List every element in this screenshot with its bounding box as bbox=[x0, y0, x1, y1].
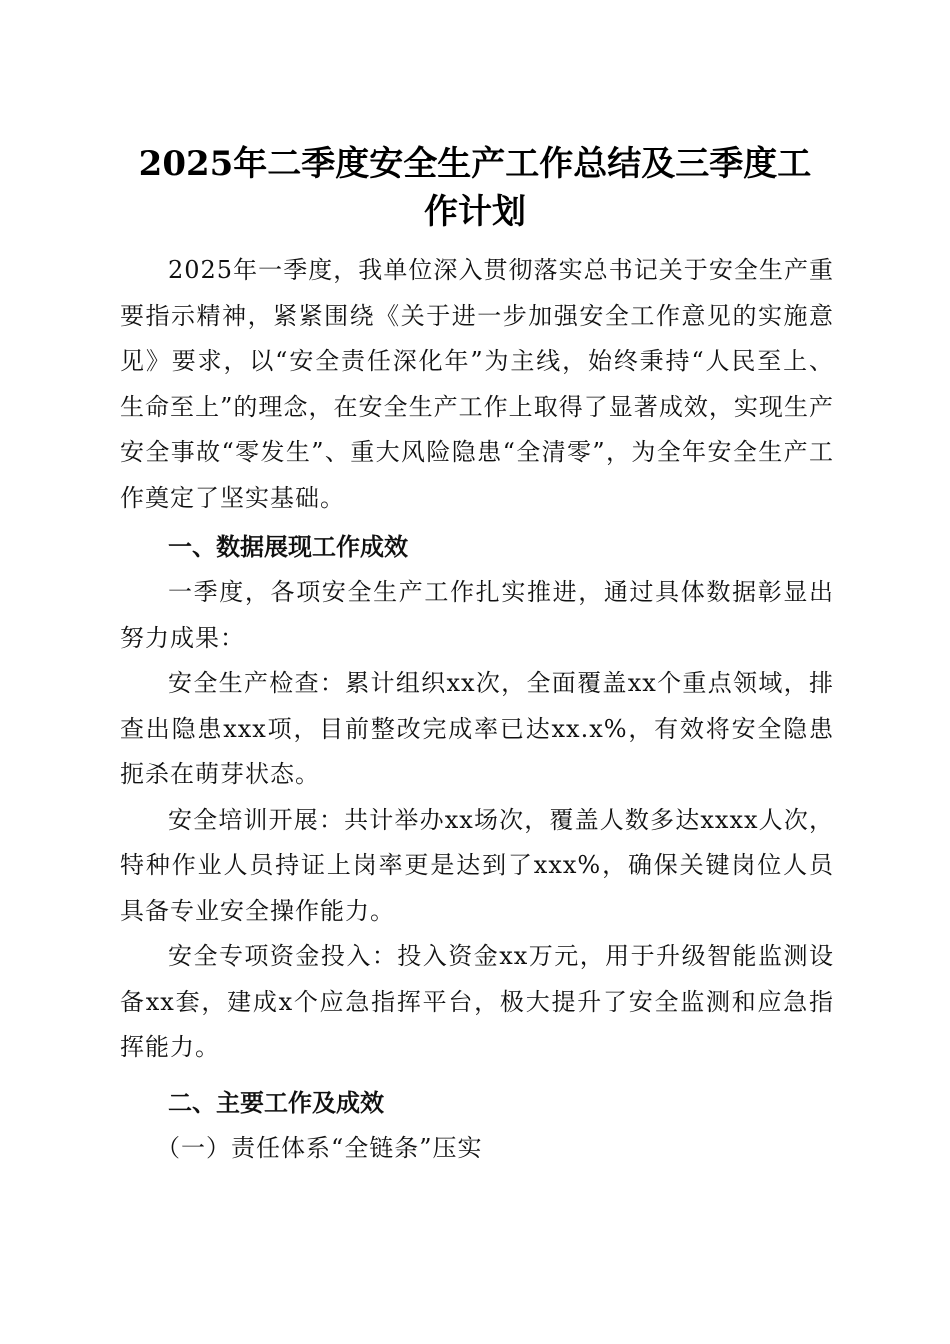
title-line-2: 作计划 bbox=[424, 192, 526, 232]
title-line-1: 2025年二季度安全生产工作总结及三季度工 bbox=[138, 144, 812, 184]
section-1-intro: 一季度，各项安全生产工作扎实推进，通过具体数据彰显出努力成果： bbox=[120, 578, 834, 652]
section-2-subheading-1: （一）责任体系“全链条”压实 bbox=[156, 1133, 483, 1162]
funding-paragraph: 安全专项资金投入：投入资金xx万元，用于升级智能监测设备xx套，建成x个应急指挥平台，极大提升了安全监测和应急指挥能力。 bbox=[120, 942, 834, 1061]
section-1-heading: 一、数据展现工作成效 bbox=[168, 533, 408, 561]
document-body bbox=[120, 248, 834, 1171]
section-2-heading: 二、主要工作及成效 bbox=[168, 1088, 384, 1117]
training-paragraph: 安全培训开展：共计举办xx场次，覆盖人数多达xxxx人次，特种作业人员持证上岗率更是达到了xxx%，确保关键岗位人员具备专业安全操作能力。 bbox=[120, 805, 834, 925]
inspection-paragraph: 安全生产检查：累计组织xx次，全面覆盖xx个重点领域，排查出隐患xxx项，目前整改完成率已达xx.x%，有效将安全隐患扼杀在萌芽状态。 bbox=[120, 669, 834, 788]
intro-paragraph: 2025年一季度，我单位深入贯彻落实总书记关于安全生产重要指示精神，紧紧围绕《关于进一步加强安全工作意见的实施意见》要求，以“安全责任深化年”为主线，始终秉持“人民至上、生命至上”的理念，在安全生产工作上取得了显著成效，实现生产安全事故“零发生”、重大风险隐患“全清零”，为全年安全生产工作奠定了坚实基础。 bbox=[120, 256, 834, 512]
document-title bbox=[120, 140, 830, 236]
